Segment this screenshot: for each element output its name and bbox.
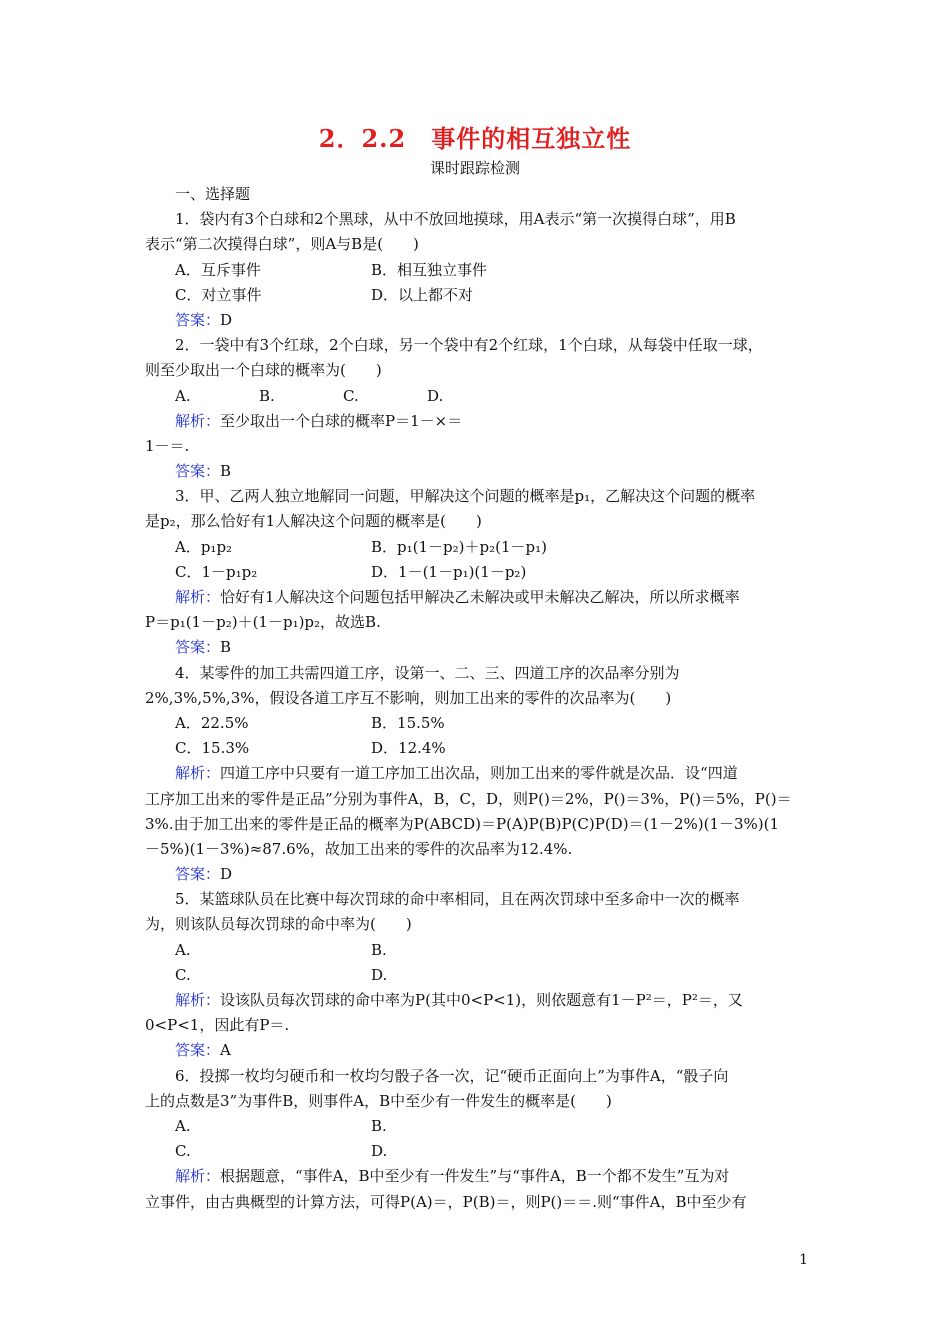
q2-option-b: B. <box>259 386 275 405</box>
q4-explanation-line2: 工序加工出来的零件是正品”分别为事件A，B，C，D，则P()＝2%，P()＝3%，P()＝5%，P()＝ <box>145 789 792 808</box>
q5-option-a: A. <box>175 940 191 959</box>
answer-label: 答案： <box>175 310 221 329</box>
answer-value: D <box>220 310 233 329</box>
q4-explanation-line1 <box>145 761 810 786</box>
q4-explanation-line4: －5%)(1－3%)≈87.6%，故加工出来的零件的次品率为12.4%. <box>145 839 573 858</box>
answer-value: B <box>220 638 232 657</box>
answer-label: 答案： <box>175 1041 221 1060</box>
explanation-text: 恰好有1人解决这个问题包括甲解决乙未解决或甲未解决乙解决，所以所求概率 <box>220 588 740 606</box>
q6-option-c: C. <box>175 1142 191 1161</box>
q4-explanation-line3: 3%.由于加工出来的零件是正品的概率为P(ABCD)＝P(A)P(B)P(C)P(D)＝(1－2%)(1－3%)(1 <box>145 814 780 833</box>
explanation-text: 设该队员每次罚球的命中率为P(其中0<P<1)，则依题意有1－P²＝，P²＝，又 <box>220 991 743 1009</box>
q6-option-a: A. <box>175 1116 191 1135</box>
q2-stem-line1: 2．一袋中有3个红球，2个白球，另一个袋中有2个红球，1个白球，从每袋中任取一球， <box>175 336 763 355</box>
document-body <box>145 182 810 1215</box>
q3-option-d: D．1－(1－p₁)(1－p₂) <box>371 562 527 581</box>
q4-options-row2 <box>145 736 810 761</box>
q1-option-b: B．相互独立事件 <box>371 260 488 279</box>
q6-option-b: B. <box>371 1116 387 1135</box>
q1-stem-line2: 表示“第二次摸得白球”，则A与B是( ) <box>145 235 419 254</box>
page-title: 2．2.2 事件的相互独立性 <box>318 124 632 153</box>
q5-option-d: D. <box>371 965 388 984</box>
q2-option-a: A. <box>175 386 191 405</box>
q6-explanation-line2: 立事件，由古典概型的计算方法，可得P(A)＝，P(B)＝，则P()＝＝.则“事件A，B中至少有 <box>145 1192 747 1211</box>
q6-stem-line2: 上的点数是3”为事件B，则事件A，B中至少有一件发生的概率是( ) <box>145 1091 612 1110</box>
explanation-text: 至少取出一个白球的概率P＝1－×＝ <box>220 411 463 430</box>
q2-explanation-line2: 1－＝. <box>145 436 190 455</box>
q5-options-row1 <box>145 938 810 963</box>
answer-label: 答案： <box>175 865 221 884</box>
answer-value: B <box>220 462 232 481</box>
explanation-label: 解析： <box>175 1167 221 1186</box>
answer-value: A <box>220 1041 231 1060</box>
q6-stem-line1: 6．投掷一枚均匀硬币和一枚均匀骰子各一次，记“硬币正面向上”为事件A，“骰子向 <box>175 1066 729 1085</box>
q1-options-row2 <box>145 283 810 308</box>
answer-label: 答案： <box>175 638 221 657</box>
q3-options-row1 <box>145 535 810 560</box>
q3-explanation-line1 <box>145 585 810 610</box>
q1-option-d: D．以上都不对 <box>371 285 474 304</box>
q4-option-d: D．12.4% <box>371 739 446 758</box>
q1-stem-line1: 1．袋内有3个白球和2个黑球，从中不放回地摸球，用A表示“第一次摸得白球”，用B <box>175 210 736 229</box>
q6-options-row2 <box>145 1139 810 1164</box>
q5-explanation-line1 <box>145 988 810 1013</box>
q5-explanation-line2: 0<P<1，因此有P＝. <box>145 1016 290 1035</box>
q3-stem-line1: 3．甲、乙两人独立地解同一问题，甲解决这个问题的概率是p₁，乙解决这个问题的概率 <box>175 487 756 506</box>
q3-option-c: C．1－p₁p₂ <box>175 562 258 581</box>
q2-options <box>145 384 810 409</box>
q6-explanation-line1 <box>145 1164 810 1189</box>
q4-stem-line2: 2%,3%,5%,3%，假设各道工序互不影响，则加工出来的零件的次品率为( ) <box>145 688 672 707</box>
q2-option-d: D. <box>427 386 444 405</box>
q5-option-c: C. <box>175 965 191 984</box>
q6-options-row1 <box>145 1114 810 1139</box>
explanation-label: 解析： <box>175 411 221 430</box>
q5-answer <box>145 1038 810 1063</box>
q2-option-c: C. <box>343 386 359 405</box>
q2-explanation-line1 <box>145 409 810 434</box>
explanation-text: 根据题意，“事件A，B中至少有一件发生”与“事件A，B一个都不发生”互为对 <box>220 1167 730 1186</box>
q3-options-row2 <box>145 560 810 585</box>
q2-answer <box>145 459 810 484</box>
q4-options-row1 <box>145 711 810 736</box>
answer-label: 答案： <box>175 462 221 481</box>
explanation-text: 四道工序中只要有一道工序加工出次品，则加工出来的零件就是次品．设“四道 <box>220 764 738 783</box>
q4-option-b: B．15.5% <box>371 713 445 732</box>
section-heading: 一、选择题 <box>175 185 251 203</box>
q1-option-a: A．互斥事件 <box>175 260 261 279</box>
answer-value: D <box>220 865 233 884</box>
q1-options-row1 <box>145 258 810 283</box>
q5-options-row2 <box>145 963 810 988</box>
q4-option-c: C．15.3% <box>175 739 250 758</box>
q4-stem-line1: 4．某零件的加工共需四道工序，设第一、二、三、四道工序的次品率分别为 <box>175 663 680 682</box>
q3-option-a: A．p₁p₂ <box>175 537 233 556</box>
q3-answer <box>145 635 810 660</box>
q3-option-b: B．p₁(1－p₂)＋p₂(1－p₁) <box>371 537 547 556</box>
q1-option-c: C．对立事件 <box>175 285 262 304</box>
q6-option-d: D. <box>371 1142 388 1161</box>
explanation-label: 解析： <box>175 991 221 1009</box>
explanation-label: 解析： <box>175 764 221 783</box>
q3-explanation-line2: P＝p₁(1－p₂)＋(1－p₁)p₂，故选B. <box>145 613 381 632</box>
q4-option-a: A．22.5% <box>175 713 249 732</box>
q2-stem-line2: 则至少取出一个白球的概率为( ) <box>145 361 382 380</box>
q5-stem-line1: 5．某篮球队员在比赛中每次罚球的命中率相同，且在两次罚球中至多命中一次的概率 <box>175 890 740 909</box>
page-number: 1 <box>799 1252 808 1268</box>
explanation-label: 解析： <box>175 588 221 606</box>
q5-stem-line2: 为，则该队员每次罚球的命中率为( ) <box>145 915 412 934</box>
q5-option-b: B. <box>371 940 387 959</box>
q3-stem-line2: 是p₂，那么恰好有1人解决这个问题的概率是( ) <box>145 512 482 531</box>
page-subtitle: 课时跟踪检测 <box>429 159 520 177</box>
q4-answer <box>145 862 810 887</box>
q1-answer <box>145 308 810 333</box>
